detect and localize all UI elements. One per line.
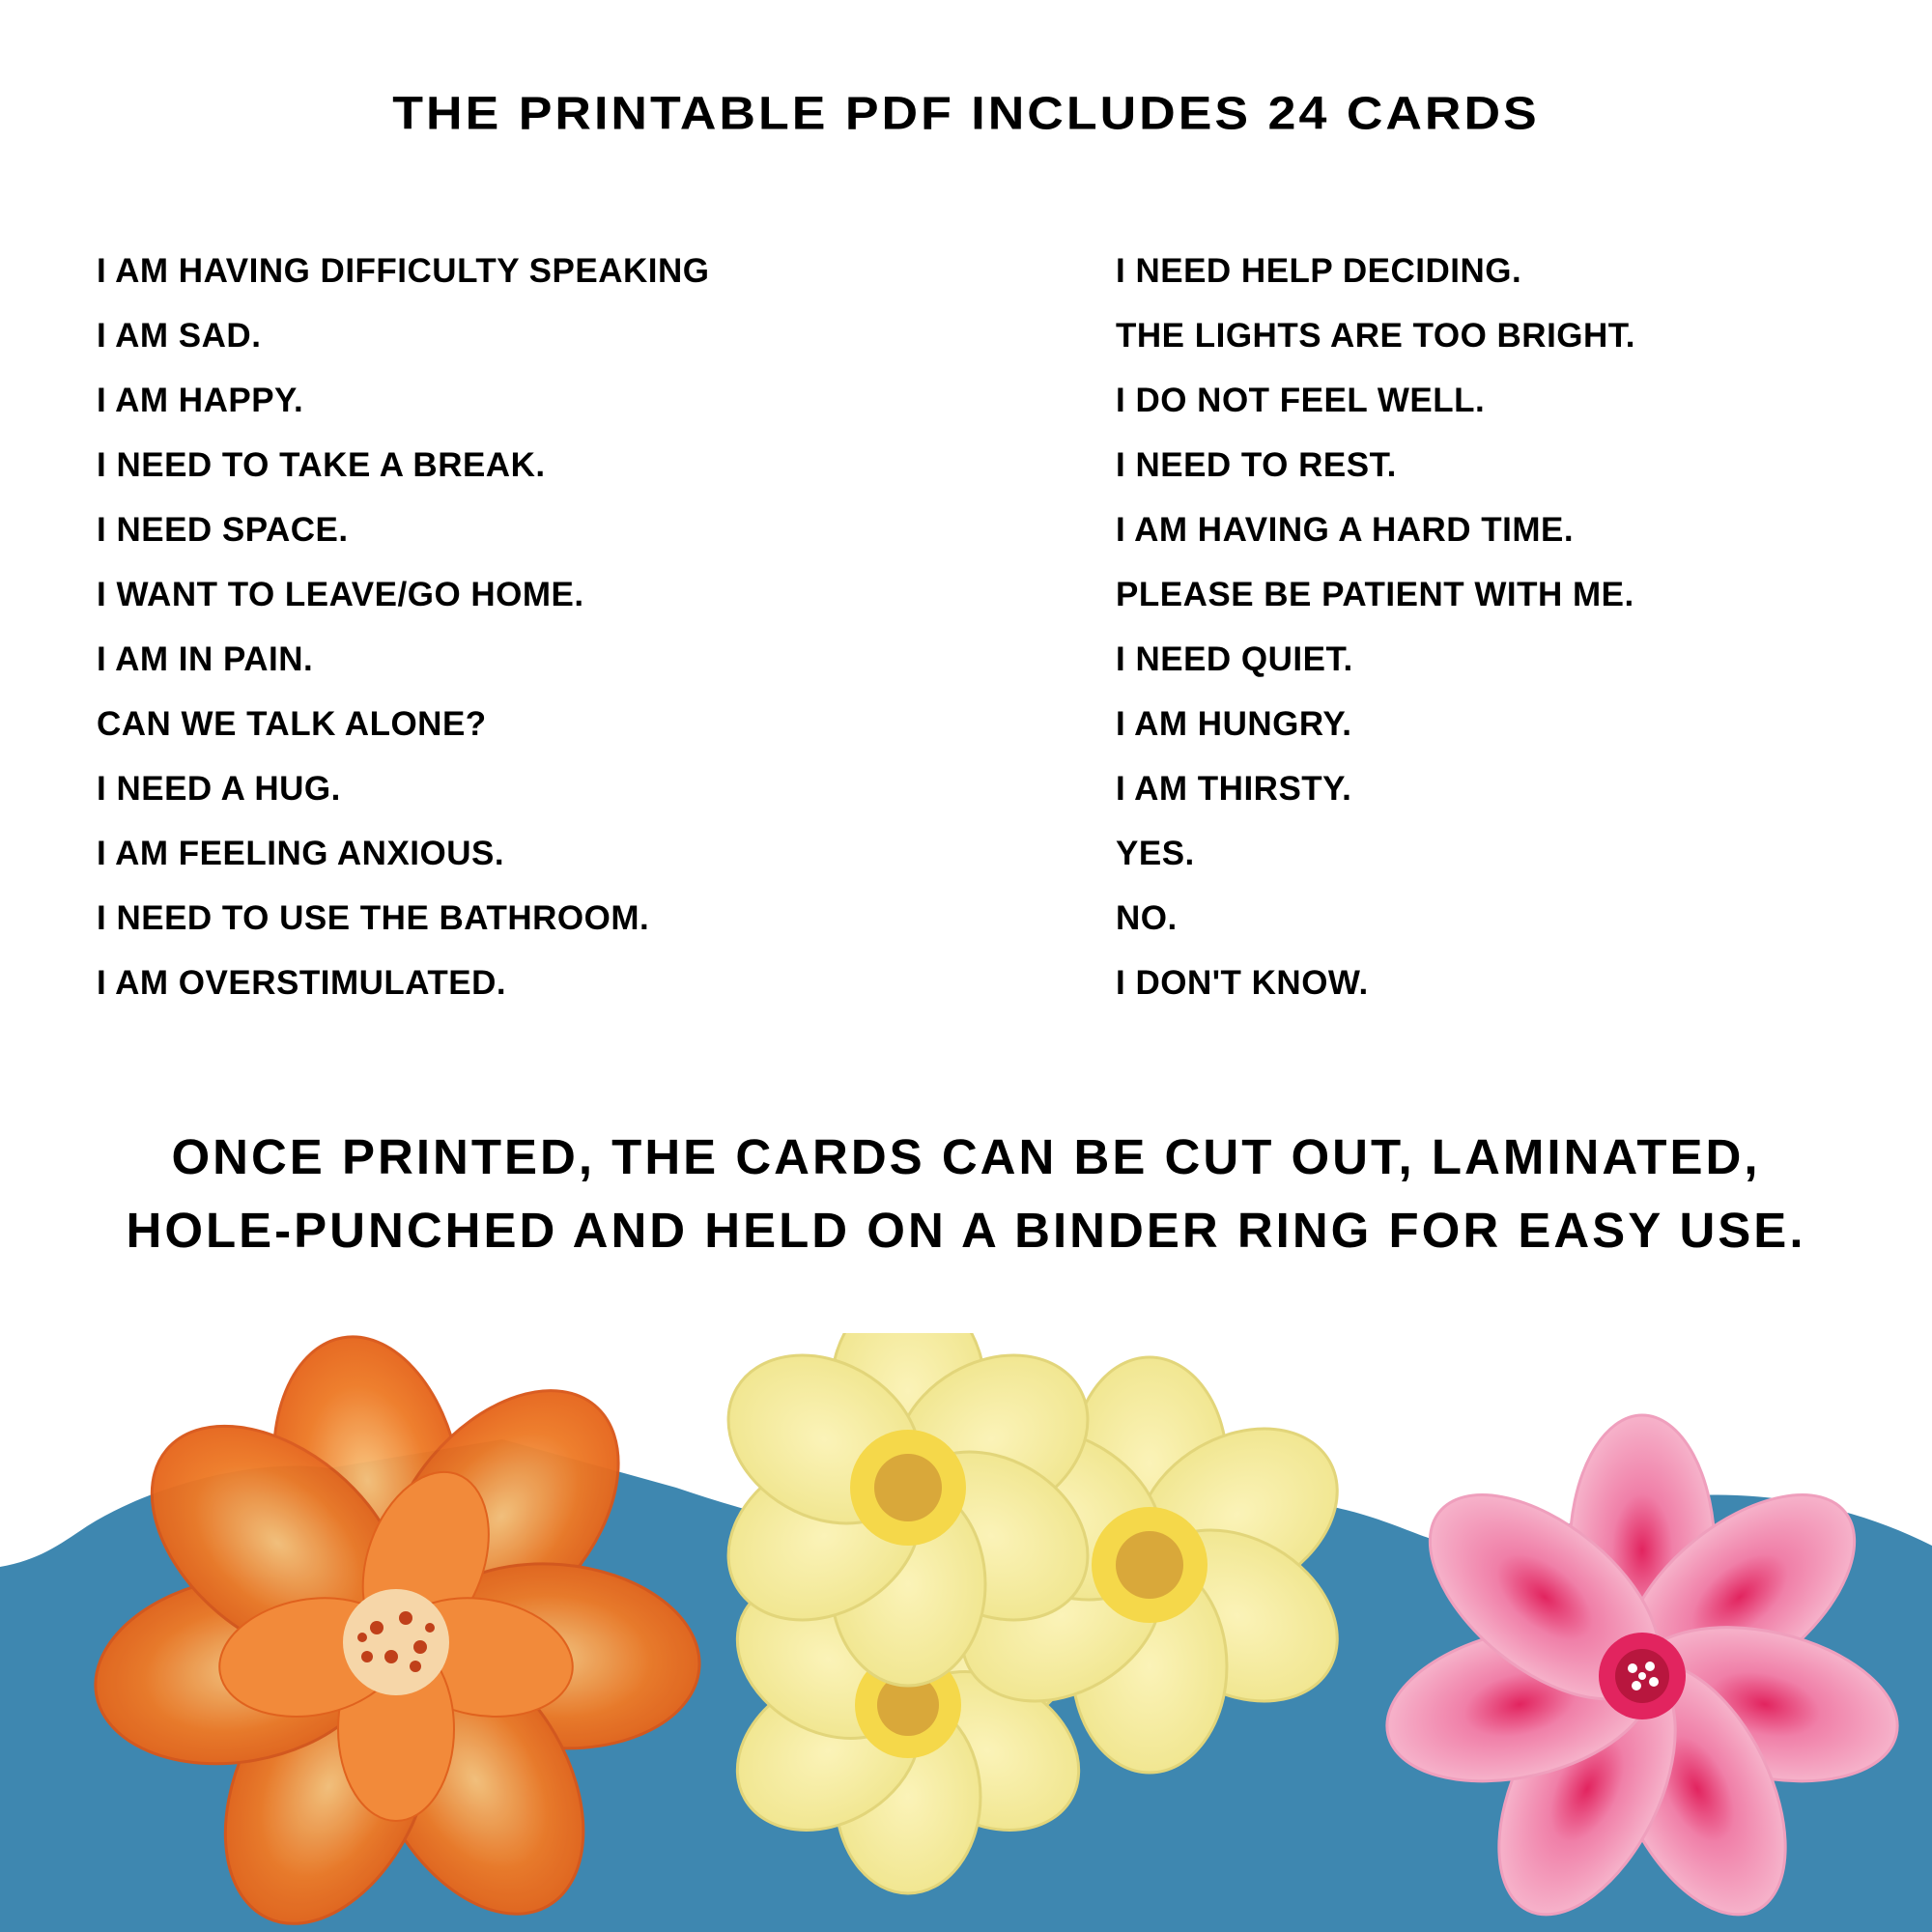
card-list-left <box>97 244 710 1021</box>
card-phrase: I NEED TO TAKE A BREAK. <box>97 446 546 484</box>
card-phrase: I AM THIRSTY. <box>1116 770 1352 808</box>
card-phrase: CAN WE TALK ALONE? <box>97 705 487 743</box>
card-list-right <box>1116 244 1635 1021</box>
card-phrase: PLEASE BE PATIENT WITH ME. <box>1116 576 1634 613</box>
card-phrase: I NEED HELP DECIDING. <box>1116 252 1522 290</box>
card-phrase: I WANT TO LEAVE/GO HOME. <box>97 576 584 613</box>
card-phrase: I NEED SPACE. <box>97 511 349 549</box>
card-phrase: NO. <box>1116 899 1178 937</box>
card-phrase: I NEED QUIET. <box>1116 640 1353 678</box>
usage-instructions: ONCE PRINTED, THE CARDS CAN BE CUT OUT, LAMINATED, HOLE-PUNCHED AND HELD ON A BINDER RING FOR EASY USE. <box>126 1129 1806 1258</box>
page-title: THE PRINTABLE PDF INCLUDES 24 CARDS <box>392 88 1540 140</box>
card-phrase: I DO NOT FEEL WELL. <box>1116 382 1486 419</box>
flower-decoration <box>0 1333 1932 1932</box>
card-phrase: I NEED A HUG. <box>97 770 341 808</box>
card-phrase: I AM FEELING ANXIOUS. <box>97 835 505 872</box>
card-phrase: I AM HAVING A HARD TIME. <box>1116 511 1575 549</box>
card-phrase: I AM SAD. <box>97 317 262 355</box>
card-phrase: I NEED TO USE THE BATHROOM. <box>97 899 650 937</box>
card-phrase: I AM OVERSTIMULATED. <box>97 964 507 1002</box>
card-phrase: I AM HAPPY. <box>97 382 304 419</box>
card-phrase: THE LIGHTS ARE TOO BRIGHT. <box>1116 317 1636 355</box>
card-phrase: I AM HUNGRY. <box>1116 705 1352 743</box>
card-phrase: I NEED TO REST. <box>1116 446 1397 484</box>
card-phrase: I AM IN PAIN. <box>97 640 314 678</box>
card-phrase: YES. <box>1116 835 1195 872</box>
card-phrase: I DON'T KNOW. <box>1116 964 1369 1002</box>
card-phrase: I AM HAVING DIFFICULTY SPEAKING <box>97 252 710 290</box>
